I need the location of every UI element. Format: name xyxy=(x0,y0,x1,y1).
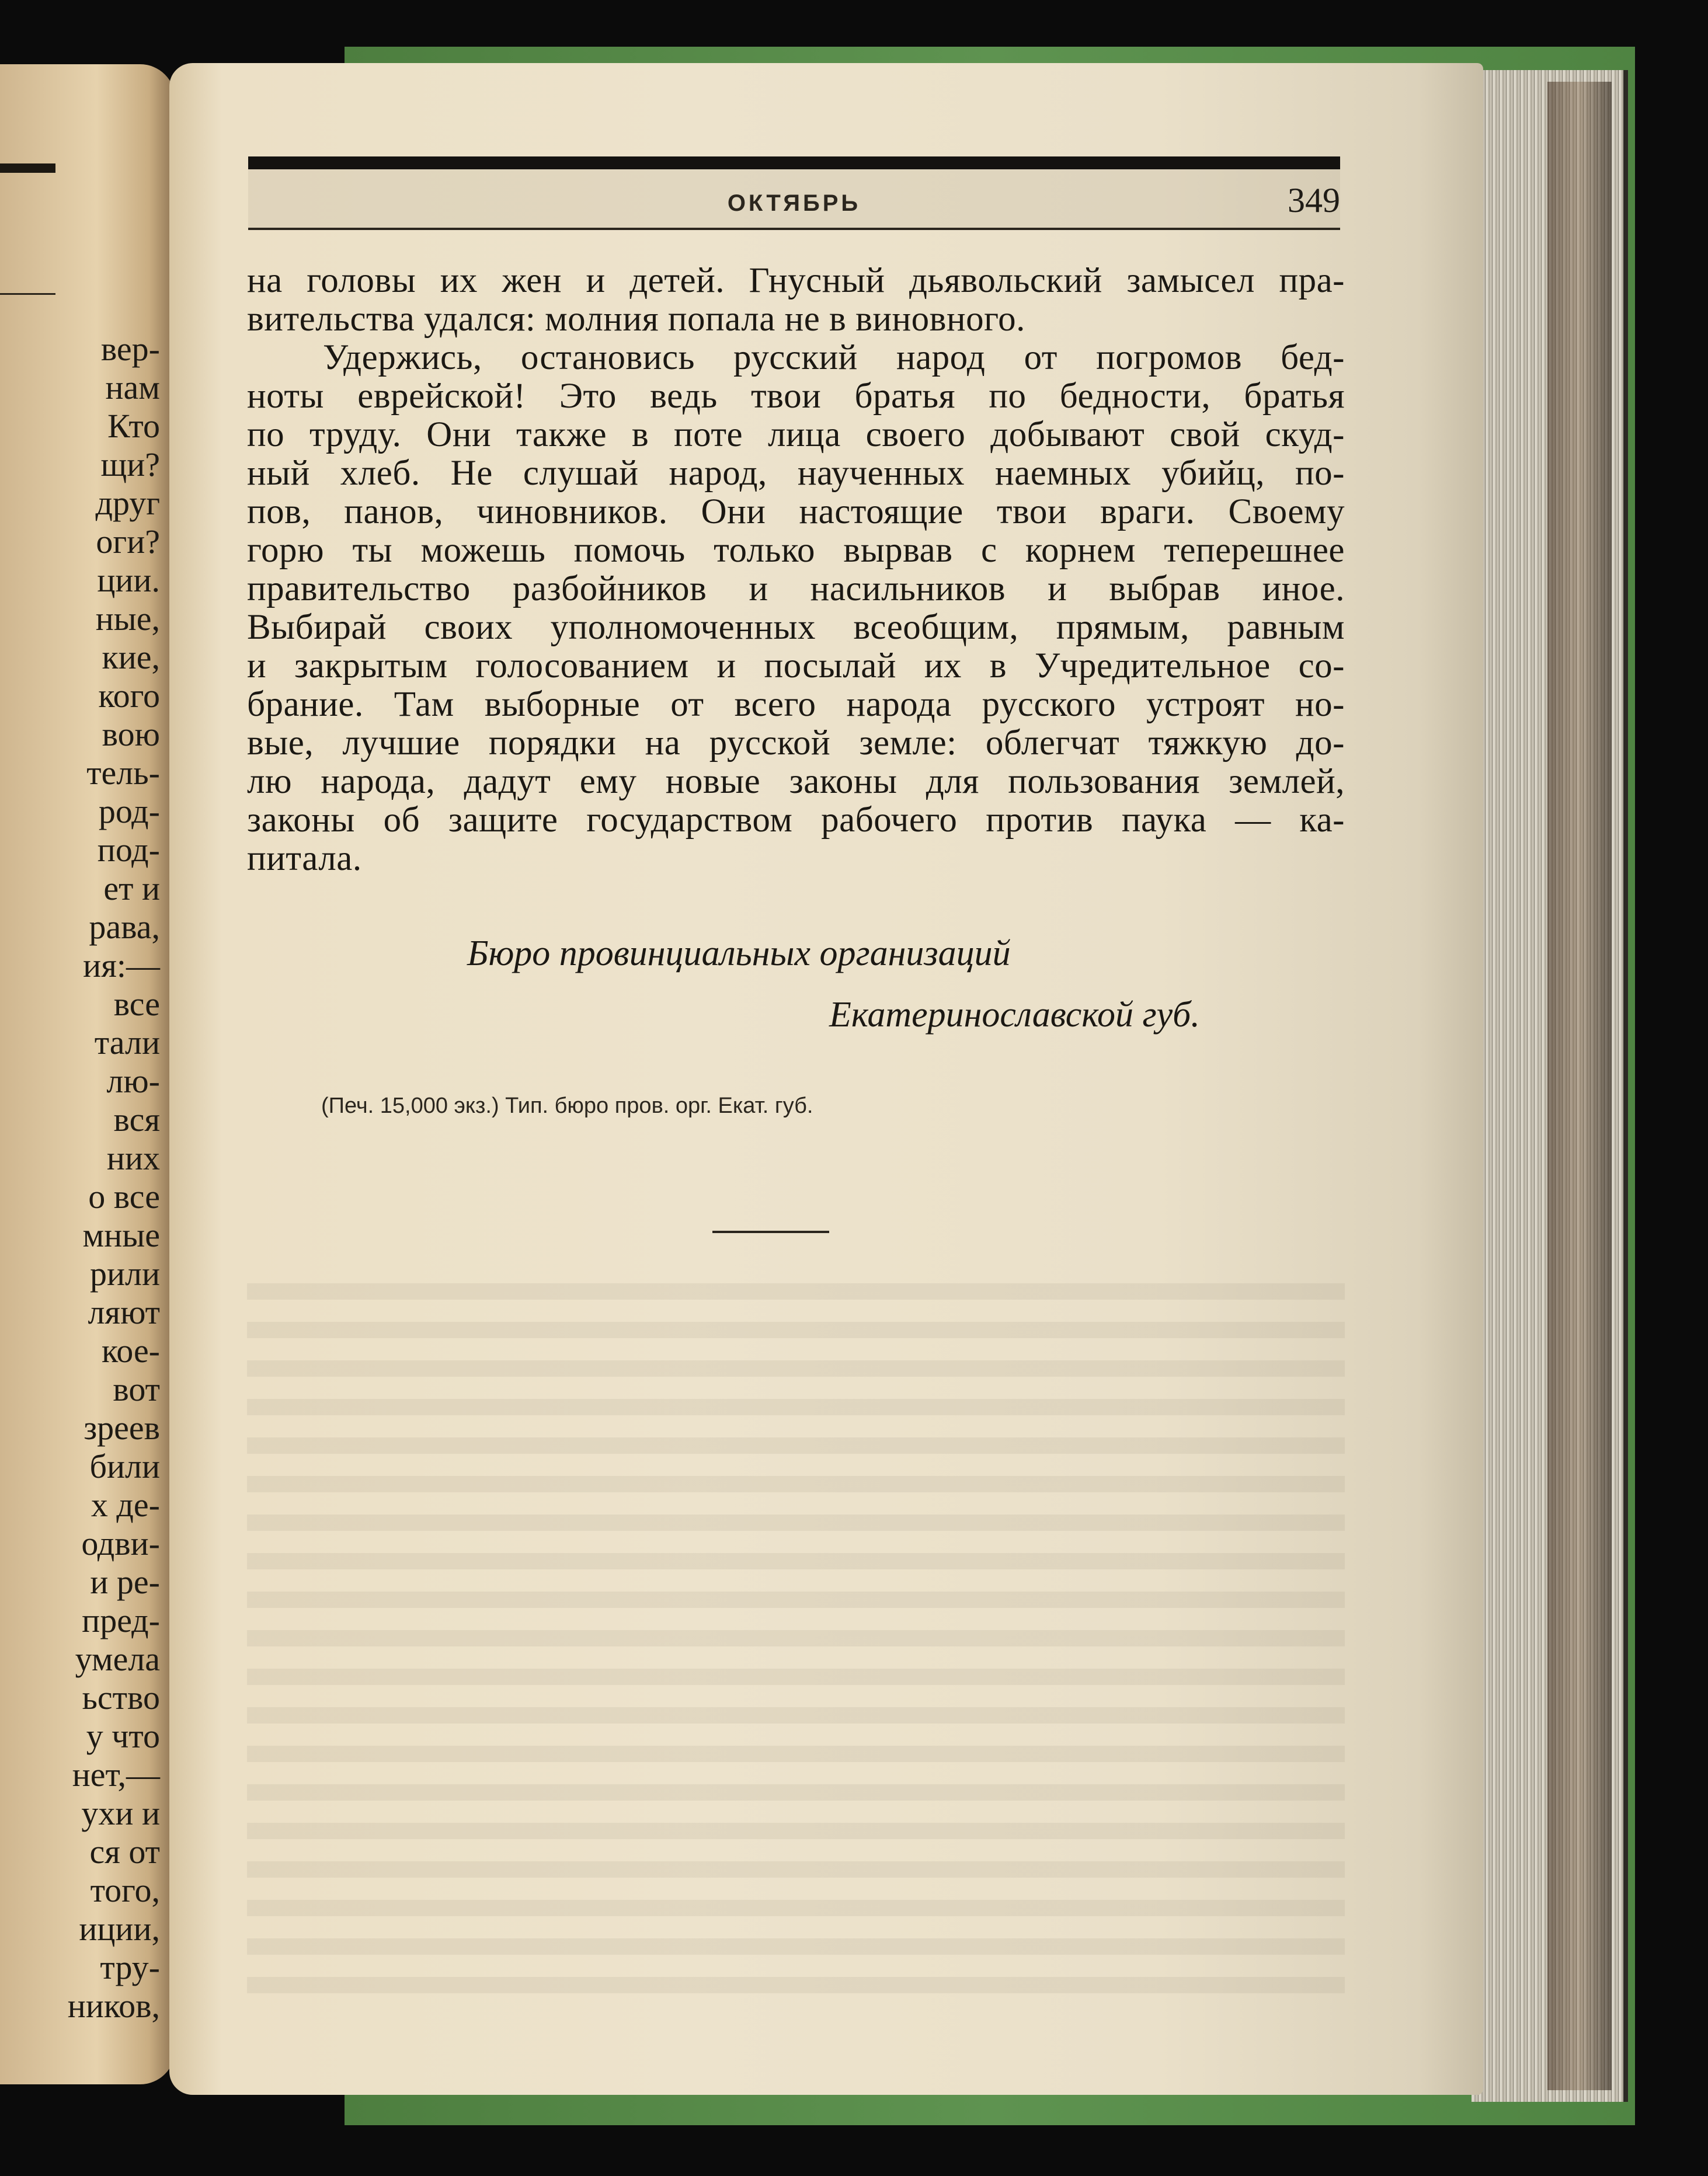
left-line: тали xyxy=(94,1023,160,1061)
left-line: били xyxy=(89,1447,160,1485)
text-line: на головы их жен и детей. Гнусный дьявольский замысел пра- xyxy=(247,261,1345,300)
left-line: рава, xyxy=(89,908,160,946)
left-line: ные, xyxy=(95,600,160,638)
text-line: лю народа, дадут ему новые законы для пользования землей, xyxy=(247,762,1345,801)
text-line: по труду. Они также в поте лица своего добывают свой скуд- xyxy=(247,415,1345,454)
left-line: пред- xyxy=(82,1601,160,1639)
left-line: ников, xyxy=(67,1987,160,2025)
header-rule-thick xyxy=(248,156,1340,169)
text-line: Выбирай своих уполномоченных всеобщим, прямым, равным xyxy=(247,608,1345,647)
text-line: вые, лучшие порядки на русской земле: облегчат тяжкую до- xyxy=(247,723,1345,763)
left-line: вою xyxy=(102,715,160,753)
text-line: пов, панов, чиновников. Они настоящие твои враги. Своему xyxy=(247,492,1345,531)
text-line: вительства удался: молния попала не в виновного. xyxy=(247,300,1025,339)
text-line: горю ты можешь помочь только вырвав с корнем теперешнее xyxy=(247,531,1345,570)
left-line: кие, xyxy=(102,638,160,676)
text-line: и закрытым голосованием и посылай их в Учредительное со- xyxy=(247,646,1345,685)
right-page xyxy=(169,63,1483,2095)
text-line: Удержись, остановись русский народ от погромов бед- xyxy=(323,338,1345,377)
left-line: того, xyxy=(90,1871,160,1909)
left-line: о все xyxy=(88,1178,160,1216)
text-line: ный хлеб. Не слушай народ, наученных наемных убийц, по- xyxy=(247,454,1345,493)
left-line: под- xyxy=(97,831,160,869)
left-line: нет,— xyxy=(72,1756,160,1794)
left-line: род- xyxy=(98,792,160,830)
signature-line-1: Бюро провинциальных организаций xyxy=(467,934,1011,973)
left-line: лю- xyxy=(106,1062,160,1100)
text-line: правительство разбойников и насильников и выбрав иное. xyxy=(247,569,1345,608)
left-line: оги? xyxy=(96,523,160,560)
left-line: х де- xyxy=(91,1486,160,1524)
left-line: друг xyxy=(95,484,160,522)
show-through-bleed xyxy=(247,1283,1345,2013)
left-page-text xyxy=(0,330,160,2025)
end-rule xyxy=(712,1231,829,1233)
left-line: ет и xyxy=(103,869,160,907)
left-line: у что xyxy=(86,1717,160,1755)
left-line: вот xyxy=(113,1370,160,1408)
text-line: брание. Там выборные от всего народа русского устроят но- xyxy=(247,685,1345,724)
left-line: одви- xyxy=(81,1524,160,1562)
left-line: все xyxy=(113,985,160,1023)
left-line: ции. xyxy=(97,561,160,599)
left-line: вся xyxy=(113,1101,160,1139)
left-line: ляют xyxy=(88,1293,160,1331)
left-line: ия:— xyxy=(83,946,160,984)
left-line: Кто xyxy=(107,407,160,445)
left-line: иции, xyxy=(79,1910,160,1948)
page-edges-shadow xyxy=(1547,82,1612,2090)
text-line: ноты еврейской! Это ведь твои братья по бедности, братья xyxy=(247,377,1345,416)
left-line: тру- xyxy=(100,1948,160,1986)
left-line: них xyxy=(106,1139,160,1177)
left-header-rule xyxy=(0,163,55,173)
signature-line-2: Екатеринославской губ. xyxy=(829,995,1200,1035)
left-line: щи? xyxy=(100,445,160,483)
text-line: питала. xyxy=(247,839,362,878)
left-line: тель- xyxy=(86,754,160,792)
left-line: умела xyxy=(75,1640,160,1678)
left-line: ся от xyxy=(89,1833,160,1871)
text-line: законы об защите государством рабочего против паука — ка- xyxy=(247,800,1345,840)
running-title: ОКТЯБРЬ xyxy=(727,190,861,216)
left-line: кого xyxy=(98,677,160,715)
body-text xyxy=(247,262,1345,878)
left-line: вер- xyxy=(100,330,160,368)
left-line: кое- xyxy=(102,1332,160,1370)
left-line: рили xyxy=(89,1255,160,1293)
left-line: ьство xyxy=(82,1679,160,1717)
left-line: зреев xyxy=(84,1409,160,1447)
header-rule-thin xyxy=(248,228,1340,230)
left-line: и ре- xyxy=(90,1563,160,1601)
left-page xyxy=(0,64,175,2084)
print-imprint: (Печ. 15,000 экз.) Тип. бюро пров. орг. Екат. губ. xyxy=(321,1094,813,1118)
left-line: нам xyxy=(105,368,160,406)
left-line: ухи и xyxy=(81,1794,160,1832)
page-number: 349 xyxy=(1288,181,1340,220)
left-line: мные xyxy=(82,1216,160,1254)
left-header-thin-rule xyxy=(0,293,55,295)
